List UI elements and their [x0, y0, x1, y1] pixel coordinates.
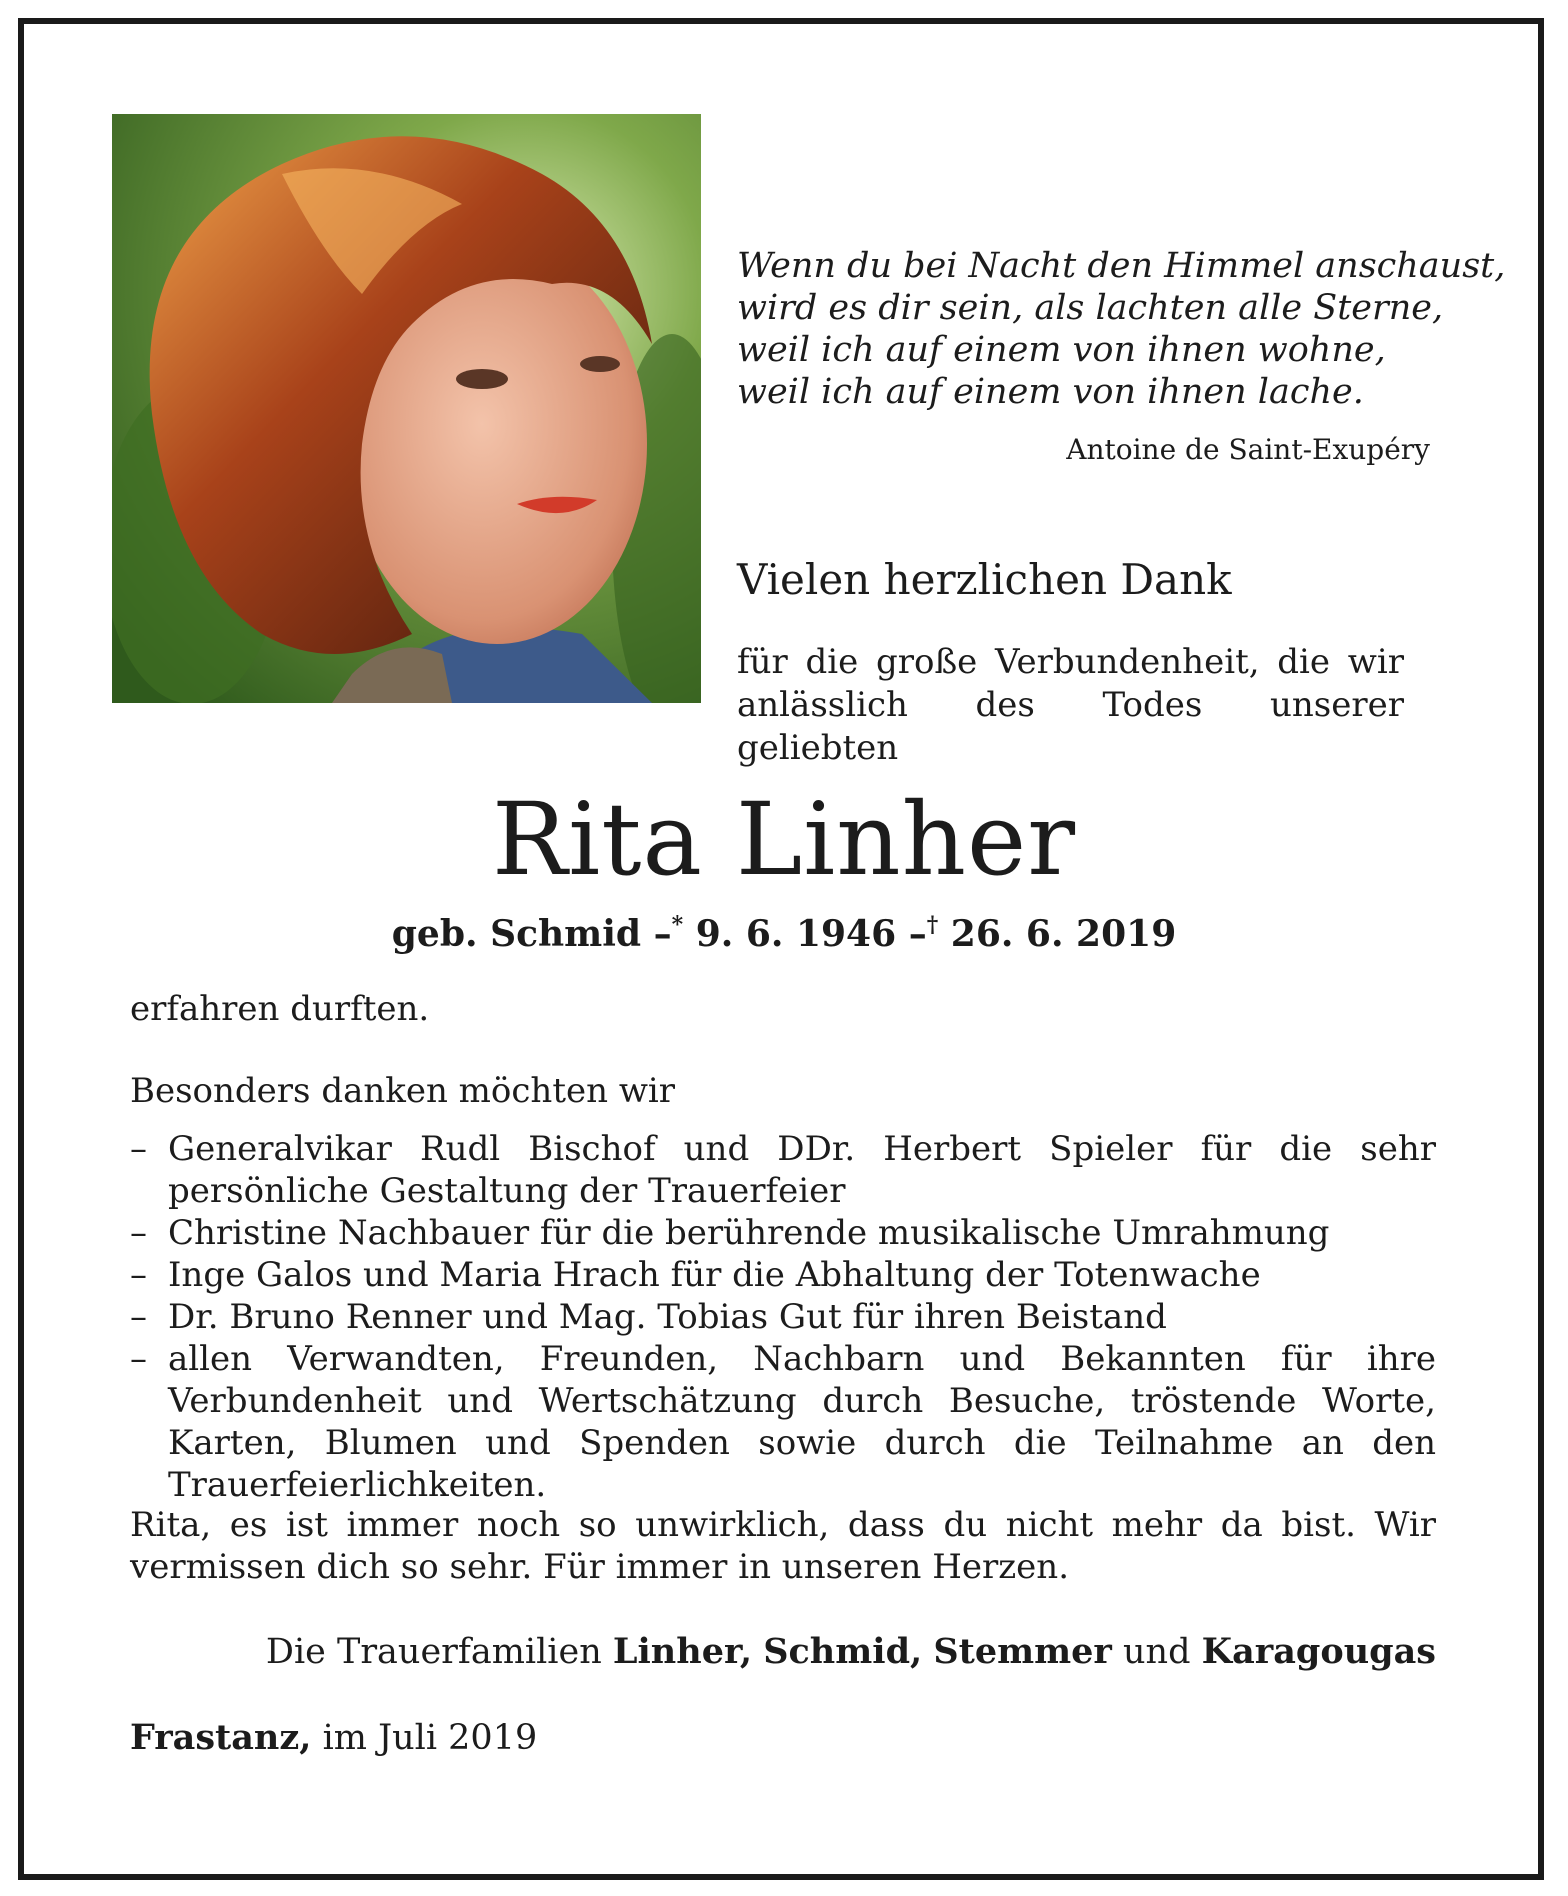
family-name: Schmid, [763, 1631, 923, 1672]
thanks-title: Vielen herzlichen Dank [737, 555, 1232, 604]
signature-prefix: Die Trauerfamilien [265, 1632, 602, 1672]
list-item [130, 1254, 1436, 1296]
closing-text: Rita, es ist immer noch so unwirklich, dass du nicht mehr da bist. Wir vermissen dich so sehr. Für immer in unseren Herzen. [130, 1505, 1436, 1587]
thanks-list [130, 1128, 1436, 1506]
list-item-text: Inge Galos und Maria Hrach für die Abhaltung der Totenwache [168, 1255, 1261, 1295]
list-dash: – [130, 1129, 147, 1169]
date: im Juli 2019 [322, 1718, 538, 1758]
thanks-intro: für die große Verbundenheit, die wir anlässlich des Todes unserer geliebten [737, 642, 1404, 768]
place-date [130, 1717, 537, 1759]
death-symbol: † [926, 912, 939, 938]
list-dash: – [130, 1339, 147, 1379]
list-item [130, 1338, 1436, 1506]
deceased-name: Rita Linher [491, 781, 1077, 898]
list-dash: – [130, 1213, 147, 1253]
birth-date: 9. 6. 1946 [695, 913, 897, 955]
quote-line: Wenn du bei Nacht den Himmel anschaust, [737, 246, 1506, 286]
birth-symbol: * [671, 912, 684, 938]
list-item-text: Dr. Bruno Renner und Mag. Tobias Gut für ihren Beistand [168, 1297, 1167, 1337]
quote-author: Antoine de Saint-Exupéry [1066, 433, 1430, 466]
maiden-name: geb. Schmid [391, 913, 642, 955]
portrait-photo [112, 114, 701, 703]
special-thanks-intro: Besonders danken möchten wir [130, 1071, 676, 1111]
list-item-text: Christine Nachbauer für die berührende musikalische Umrahmung [168, 1213, 1330, 1253]
signature-conjunction: und [1123, 1632, 1191, 1672]
list-item [130, 1128, 1436, 1212]
continuation-text: erfahren durften. [130, 989, 430, 1029]
death-date: 26. 6. 2019 [950, 913, 1177, 955]
family-name: Linher, [612, 1631, 753, 1672]
date-separator: – [908, 913, 927, 955]
quote-block [737, 245, 1506, 413]
list-dash: – [130, 1255, 147, 1295]
quote-line: wird es dir sein, als lachten alle Sterne, [737, 288, 1444, 328]
family-name: Karagougas [1201, 1631, 1436, 1672]
family-name: Stemmer [933, 1631, 1112, 1672]
life-dates [0, 903, 1568, 956]
quote-line: weil ich auf einem von ihnen lache. [737, 372, 1364, 412]
list-item [130, 1212, 1436, 1254]
list-item [130, 1296, 1436, 1338]
list-dash: – [130, 1297, 147, 1337]
list-item-text: allen Verwandten, Freunden, Nachbarn und Bekannten für ihre Verbundenheit und Wertschätzung durch Besuche, tröstende Worte, Karten, Blumen und Spenden sowie durch die Teilnahme an den Trauerfeierlichkeiten. [168, 1339, 1436, 1505]
list-item-text: Generalvikar Rudl Bischof und DDr. Herbert Spieler für die sehr persönliche Gestaltung der Trauerfeier [168, 1129, 1436, 1211]
date-separator: – [653, 913, 672, 955]
family-signature [266, 1631, 1436, 1673]
quote-line: weil ich auf einem von ihnen wohne, [737, 330, 1386, 370]
place: Frastanz, [130, 1717, 312, 1758]
